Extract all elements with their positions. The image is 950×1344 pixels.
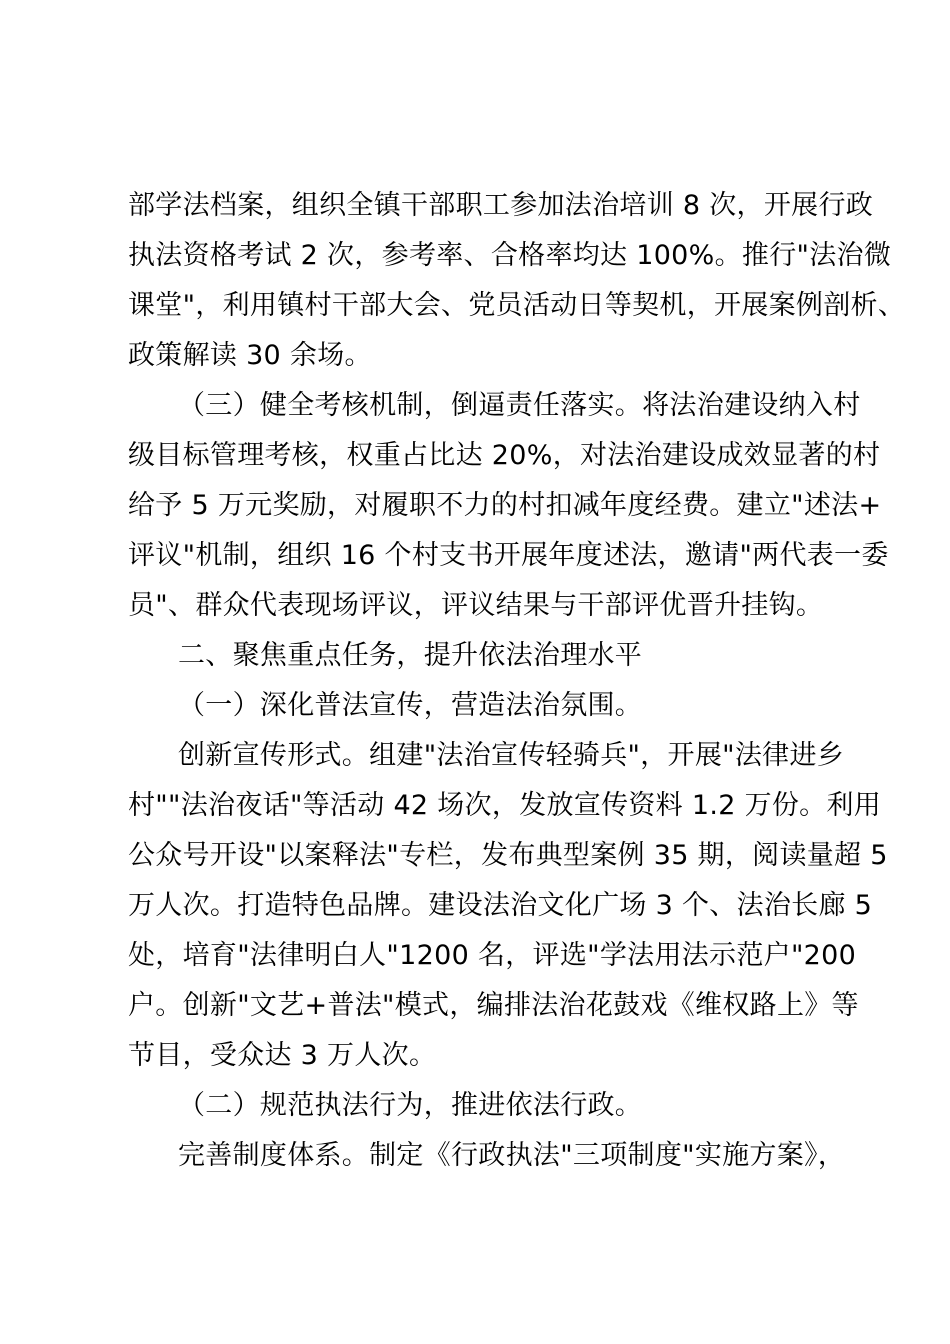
text-line: 评议"机制，组织 16 个村支书开展年度述法，邀请"两代表一委 bbox=[128, 540, 889, 571]
text-line: 处，培育"法律明白人"1200 名，评选"学法用法示范户"200 bbox=[128, 940, 857, 971]
text-line: 课堂"，利用镇村干部大会、党员活动日等契机，开展案例剖析、 bbox=[128, 290, 906, 321]
text-line: 级目标管理考核，权重占比达 20%，对法治建设成效显著的村 bbox=[128, 440, 881, 471]
text-line: 村""法治夜话"等活动 42 场次，发放宣传资料 1.2 万份。利用 bbox=[128, 790, 882, 821]
text-line: 万人次。打造特色品牌。建设法治文化广场 3 个、法治长廊 5 bbox=[128, 890, 873, 921]
section-heading: 二、聚焦重点任务，提升依法治理水平 bbox=[178, 640, 643, 671]
text-line: （三）健全考核机制，倒逼责任落实。将法治建设纳入村 bbox=[178, 390, 861, 421]
text-line: 员"、群众代表现场评议，评议结果与干部评优晋升挂钩。 bbox=[128, 590, 824, 621]
text-line: 节目，受众达 3 万人次。 bbox=[128, 1040, 437, 1071]
text-line: 创新宣传形式。组建"法治宣传轻骑兵"，开展"法律进乡 bbox=[178, 740, 845, 771]
text-line: 户。创新"文艺+普法"模式，编排法治花鼓戏《维权路上》等 bbox=[128, 990, 859, 1021]
text-line: 给予 5 万元奖励，对履职不力的村扣减年度经费。建立"述法+ bbox=[128, 490, 882, 521]
text-line: 部学法档案，组织全镇干部职工参加法治培训 8 次，开展行政 bbox=[128, 190, 874, 221]
text-line: 政策解读 30 余场。 bbox=[128, 340, 372, 371]
subsection-heading: （一）深化普法宣传，营造法治氛围。 bbox=[178, 690, 643, 721]
text-line: 完善制度体系。制定《行政执法"三项制度"实施方案》， bbox=[178, 1140, 846, 1171]
text-line: 公众号开设"以案释法"专栏，发布典型案例 35 期，阅读量超 5 bbox=[128, 840, 888, 871]
subsection-heading: （二）规范执法行为，推进依法行政。 bbox=[178, 1090, 643, 1121]
text-line: 执法资格考试 2 次，参考率、合格率均达 100%。推行"法治微 bbox=[128, 240, 892, 271]
